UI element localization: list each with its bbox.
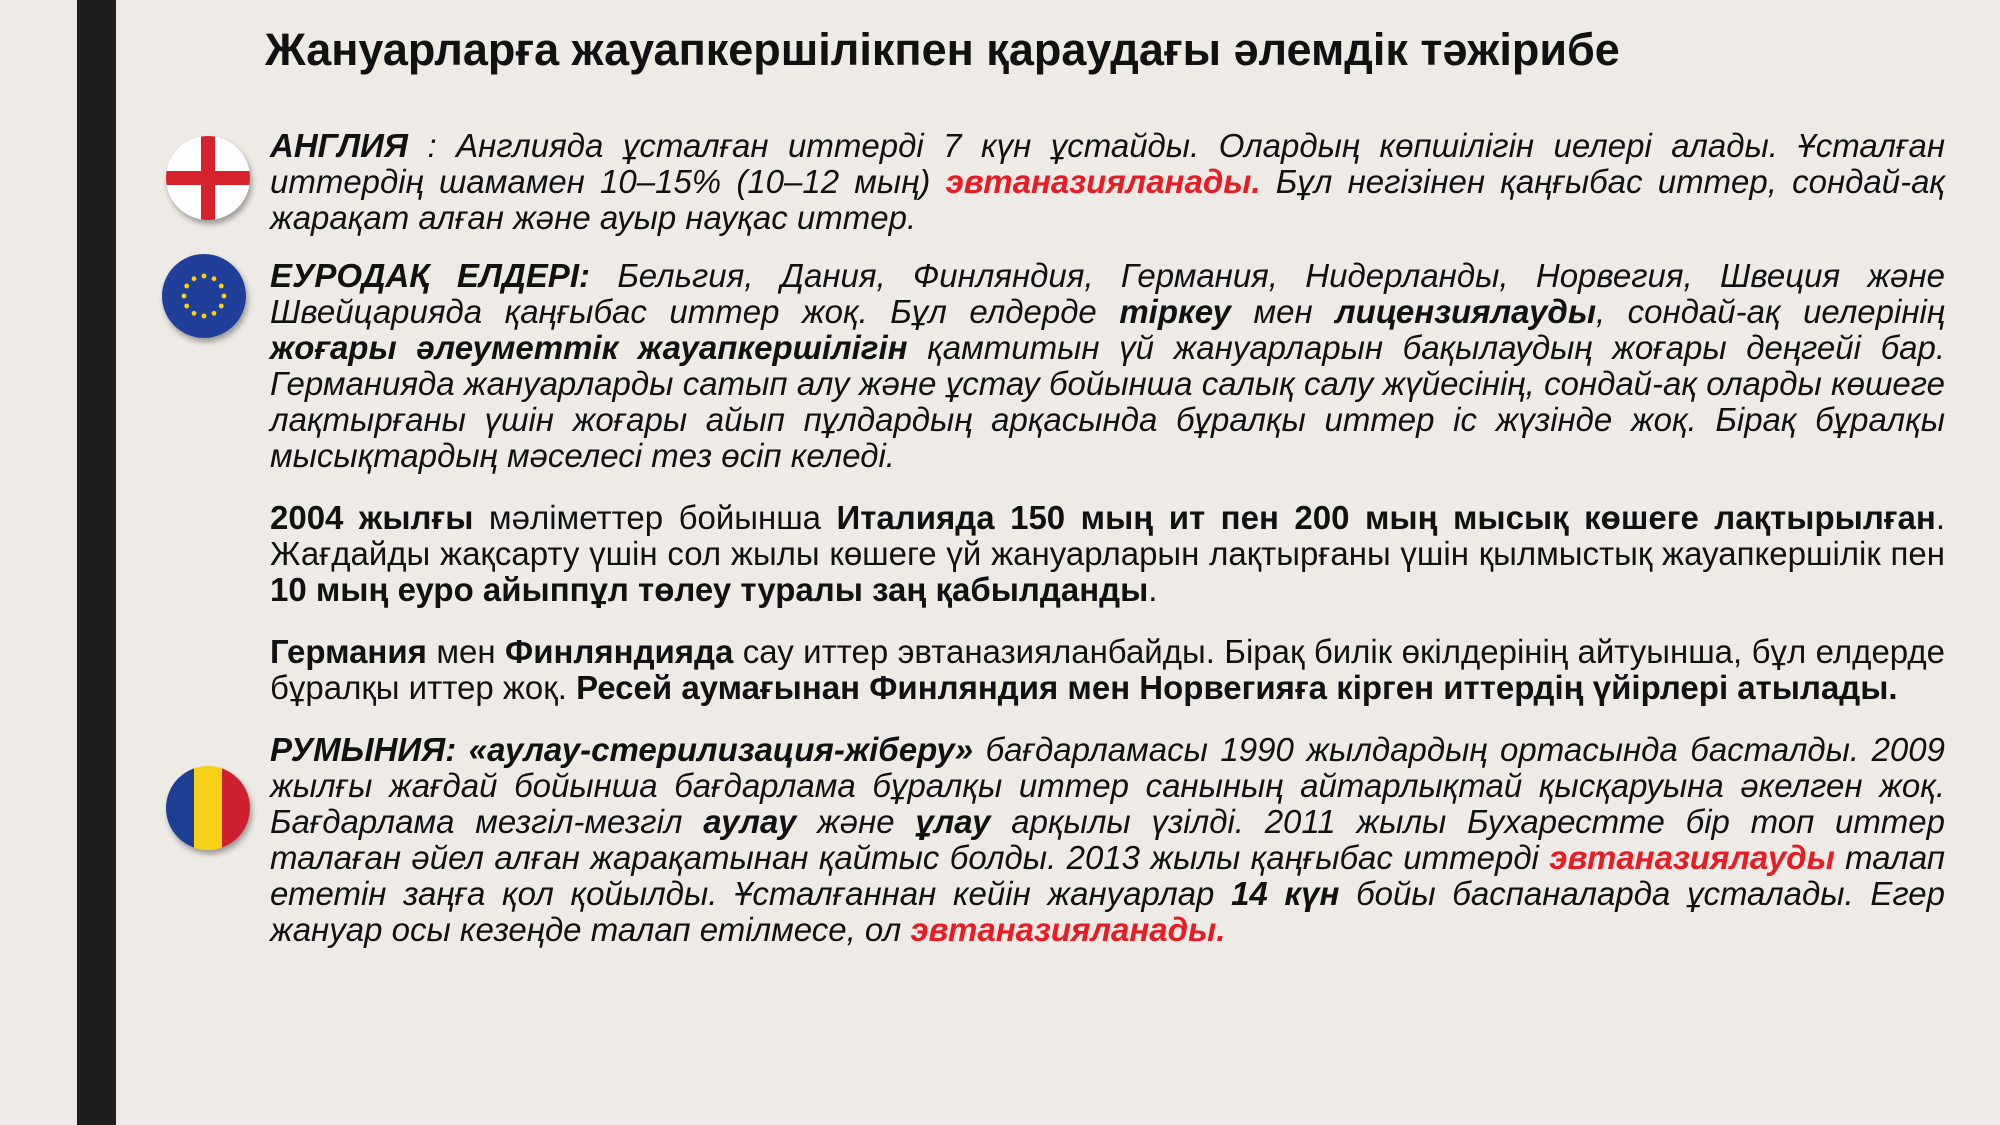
italy-text-2: . Жағдайды жақсарту үшін сол жылы көшеге үй жануарларын лақтырғаны үшін қылмыстық жауапкершілік пен	[270, 499, 1945, 572]
eu-text-4: қамтитын үй жануарларын бақылаудың жоғары деңгейі бар. Германияда жануарларды сатып алу және ұстау бойынша салық салу жүйесінің, сондай-ақ оларды көшеге лақтырғаны үшін жоғары айып пұлдардың арқасында бұралқы иттер іс жүзінде жоқ. Бірақ бұралқы мысықтардың мәселесі тез өсіп келеді.	[270, 329, 1946, 474]
england-text-2: Бұл негізінен қаңғыбас иттер, сондай-ақ жарақат алған және ауыр науқас иттер.	[270, 163, 1946, 236]
romania-bold-catch: аулау	[703, 803, 797, 840]
eu-bold-responsibility: жоғары әлеуметтік жауапкершілігін	[270, 329, 908, 366]
romania-paragraph	[270, 732, 1945, 948]
england-paragraph	[270, 128, 1945, 236]
italy-bold-year: 2004 жылғы	[270, 499, 474, 536]
eu-bold-licensing: лицензиялауды	[1335, 293, 1596, 330]
england-sep: :	[407, 127, 457, 164]
italy-text-1: мәліметтер бойынша	[473, 499, 837, 536]
italy-bold-law: 10 мың еуро айыппұл төлеу туралы заң қабылданды	[270, 571, 1149, 608]
side-accent-bar	[77, 0, 116, 1125]
eu-text-3: , сондай-ақ иелерінің	[1596, 293, 1945, 330]
england-label: АНГЛИЯ	[270, 127, 408, 164]
germany-bold-germany: Германия	[270, 633, 427, 670]
italy-paragraph	[270, 500, 1945, 608]
england-flag-icon	[166, 136, 250, 220]
italy-text-3: .	[1148, 571, 1158, 608]
germany-bold-finland: Финляндияда	[505, 633, 734, 670]
england-euthanasia-highlight: эвтаназияланады.	[945, 163, 1261, 200]
eu-label: ЕУРОДАҚ ЕЛДЕРІ:	[270, 257, 590, 294]
romania-euthanasia-highlight-1: эвтаназиялауды	[1549, 839, 1835, 876]
eu-flag-icon	[162, 254, 246, 338]
romania-label: РУМЫНИЯ:	[270, 731, 457, 768]
italy-bold-stats: Италияда 150 мың ит пен 200 мың мысық көшеге лақтырылған	[836, 499, 1936, 536]
romania-flag-icon	[166, 766, 250, 850]
main-content	[270, 128, 1945, 948]
england-text-1: Англияда ұсталған иттерді 7 күн ұстайды. Олардың көпшілігін иелері алады. Ұсталған иттердің шамамен 10–15% (10–12 мың)	[270, 127, 1945, 200]
romania-text-1: бағдарламасы 1990 жылдардың ортасында басталды. 2009 жылғы жағдай бойынша бағдарлама бұралқы иттер санының айтарлықтай қысқаруына әкелген жоқ. Бағдарлама мезгіл-мезгіл	[270, 731, 1945, 840]
romania-bold-poison: ұлау	[915, 803, 991, 840]
romania-text-5: бойы баспаналарда ұсталады. Егер жануар осы кезеңде талап етілмесе, ол	[270, 875, 1945, 948]
romania-text-3: арқылы үзілді. 2011 жылы Бухарестте бір топ иттер талаған әйел алған жарақатынан қайтыс болды. 2013 жылы қаңғыбас иттерді	[270, 803, 1946, 876]
page-title: Жануарларға жауапкершілікпен қараудағы әлемдік тәжірибе	[265, 24, 1620, 75]
eu-text-1: Бельгия, Дания, Финляндия, Германия, Нидерланды, Норвегия, Швеция және Швейцарияда қаңғыбас иттер жоқ. Бұл елдерде	[270, 257, 1945, 330]
eu-bold-registration: тіркеу	[1119, 293, 1231, 330]
romania-euthanasia-highlight-2: эвтаназияланады.	[910, 911, 1226, 948]
germany-text-2: сау иттер эвтаназияланбайды. Бірақ билік өкілдерінің айтуынша, бұл елдерде бұралқы иттер жоқ.	[270, 633, 1945, 706]
romania-text-4: талап ететін заңға қол қойылды. Ұсталғаннан кейін жануарлар	[270, 839, 1945, 912]
eu-paragraph	[270, 258, 1945, 474]
germany-text-1: мен	[426, 633, 506, 670]
germany-paragraph	[270, 634, 1945, 706]
romania-text-2: және	[796, 803, 916, 840]
eu-text-2: мен	[1230, 293, 1336, 330]
romania-bold-days: 14 күн	[1231, 875, 1340, 912]
germany-bold-russia: Ресей аумағынан Финляндия мен Норвегияға кірген иттердің үйірлері атылады.	[576, 669, 1898, 706]
romania-program-name: «аулау-стерилизация-жіберу»	[456, 731, 974, 768]
